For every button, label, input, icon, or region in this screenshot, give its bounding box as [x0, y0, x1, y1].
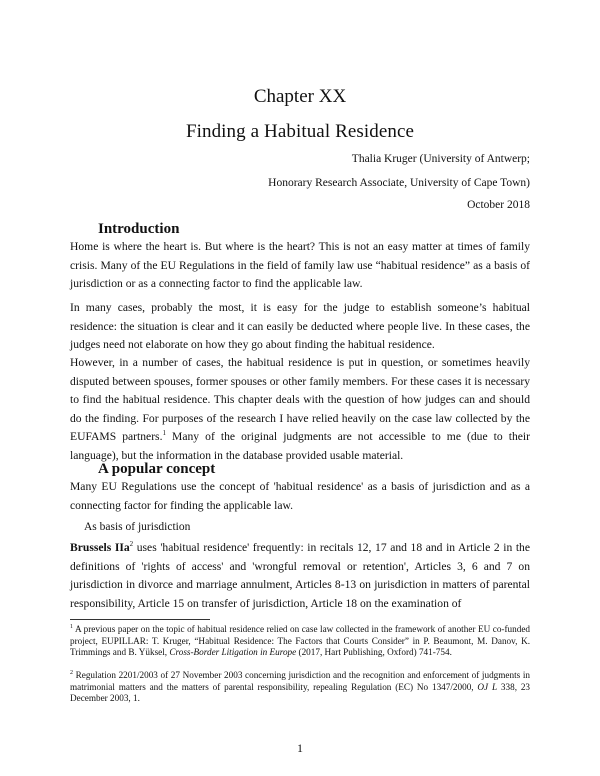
footnote-2-text-a: Regulation 2201/2003 of 27 November 2003 concerning jurisdiction and the recognition and enforcement of judgments in matrimonial matters and the matters of parental responsibility, repealing Regulation (EC) No 1347/2000, — [70, 670, 530, 692]
intro-paragraph-2: In many cases, probably the most, it is easy for the judge to establish someone’s habitual residence: the situation is clear and it can easily be deducted where people live. In these cases, the judges need not elaborate on how they go about finding the habitual residence. — [70, 301, 530, 352]
regulation-name: Brussels IIa — [70, 541, 130, 554]
footnote-1-text-b: (2017, Hart Publishing, Oxford) 741-754. — [296, 647, 452, 658]
footnote-ref-1[interactable]: 1 — [162, 429, 166, 438]
footnote-1 — [70, 624, 530, 659]
popular-paragraph-2-text: uses 'habitual residence' frequently: in recitals 12, 17 and 18 and in Article 2 in the definitions of 'rights of access' and 'wrongful removal or retention', Articles 3, 6 and 7 on jurisdiction in divorce and marriage annulment, Articles 8-13 on jurisdiction in matters of parental responsibility, Article 15 on transfer of jurisdiction, Article 18 on the examination of — [70, 541, 530, 610]
page-title: Finding a Habitual Residence — [185, 121, 415, 142]
footnote-2 — [70, 670, 530, 705]
footnote-1-number: 1 — [70, 623, 73, 630]
author-line-1: Thalia Kruger (University of Antwerp; — [351, 153, 530, 165]
footnote-2-text-b: 338, 23 December 2003, 1. — [70, 681, 531, 704]
chapter-label: Chapter XX — [253, 86, 347, 107]
footnote-2-journal: OJ L — [477, 681, 498, 692]
section-heading-popular-concept: A popular concept — [98, 461, 216, 477]
subheading-basis-of-jurisdiction: As basis of jurisdiction — [84, 521, 191, 533]
author-line-2: Honorary Research Associate, University of Cape Town) — [268, 177, 530, 189]
footnote-separator — [70, 619, 210, 620]
intro-paragraph-3-text-b: Many of the original judgments are not accessible to me (due to their language), but the information in the database provided usable material. — [70, 430, 531, 462]
footnote-2-number: 2 — [70, 669, 73, 676]
footnote-1-text-a: A previous paper on the topic of habitual residence relied on case law collected in the framework of another EU co-funded project, EUPILLAR: T. Kruger, “Habitual Residence: The Factors that Courts Consider” in P. Beaumont, M. Danov, K. Trimmings and B. Yüksel, — [70, 624, 530, 658]
intro-paragraph-1: Home is where the heart is. But where is the heart? This is not an easy matter at times of family crisis. Many of the EU Regulations in the field of family law use “habitual residence” as a basis of jurisdiction or as a connecting factor to find the applicable law. — [70, 240, 530, 291]
intro-paragraph-3 — [70, 354, 530, 466]
section-heading-introduction: Introduction — [98, 221, 180, 237]
popular-paragraph-2 — [70, 539, 530, 613]
date-line: October 2018 — [467, 199, 530, 211]
popular-paragraph-1: Many EU Regulations use the concept of 'habitual residence' as a basis of jurisdiction and as a connecting factor for finding the applicable law. — [70, 480, 530, 512]
footnote-ref-2[interactable]: 2 — [129, 540, 134, 549]
intro-paragraph-3-text-a: However, in a number of cases, the habitual residence is put in question, or sometimes heavily disputed between spouses, former spouses or other family members. For these cases it is necessary to find the habitual residence. This chapter deals with the question of how judges can and should do the finding. For purposes of the research I have relied heavily on the case law collected by the EUFAMS partners. — [70, 356, 530, 444]
page-number: 1 — [297, 741, 303, 755]
footnote-1-book-title: Cross-Border Litigation in Europe — [169, 647, 297, 658]
